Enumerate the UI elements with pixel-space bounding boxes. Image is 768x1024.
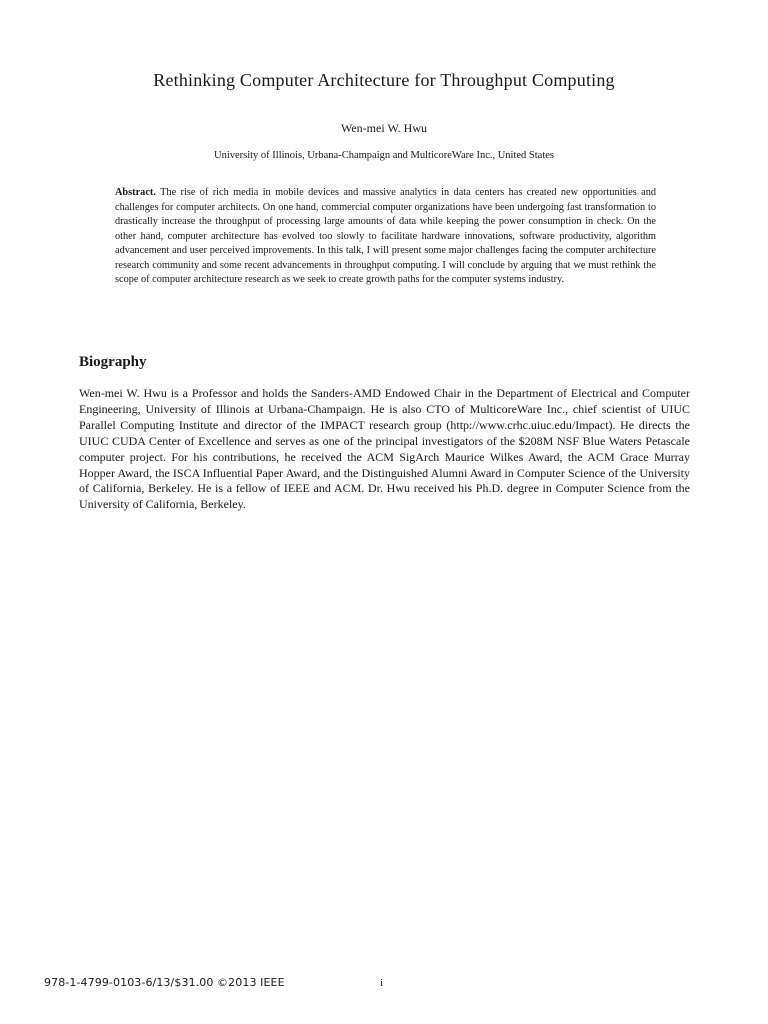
footer-copyright: 978-1-4799-0103-6/13/$31.00 ©2013 IEEE <box>44 976 285 989</box>
abstract <box>115 186 656 288</box>
author-affiliation: University of Illinois, Urbana-Champaign and MulticoreWare Inc., United States <box>213 150 555 161</box>
biography-text: Wen-mei W. Hwu is a Professor and holds the Sanders-AMD Endowed Chair in the Department of Electrical and Computer Engineering, University of Illinois at Urbana-Champaign. He is also CTO of MulticoreWare Inc., chief scientist of UIUC Parallel Computing Institute and director of the IMPACT research group (http://www.crhc.uiuc.edu/Impact). He directs the UIUC CUDA Center of Excellence and serves as one of the principal investigators of the $208M NSF Blue Waters Petascale computer project. For his contributions, he received the ACM SigArch Maurice Wilkes Award, the ACM Grace Murray Hopper Award, the ISCA Influential Paper Award, and the Distinguished Alumni Award in Computer Science of the University of California, Berkeley. He is a fellow of IEEE and ACM. Dr. Hwu received his Ph.D. degree in Computer Science from the University of California, Berkeley. <box>79 386 690 512</box>
paper-title: Rethinking Computer Architecture for Throughput Computing <box>153 70 615 90</box>
biography-heading: Biography <box>79 354 147 370</box>
page-number: i <box>380 977 384 989</box>
abstract-text: The rise of rich media in mobile devices and massive analytics in data centers has created new opportunities and challenges for computer architects. On one hand, commercial computer organizations have been undergoing fast transformation to drastically increase the throughput of processing large amounts of data while keeping the power consumption in check. On the other hand, computer architecture has evolved too slowly to facilitate hardware innovations, software productivity, algorithm advancement and user perceived improvements. In this talk, I will present some major challenges facing the computer architecture research community and some recent advancements in throughput computing. I will conclude by arguing that we must rethink the scope of computer architecture research as we seek to create growth paths for the computer systems industry. <box>115 187 657 286</box>
abstract-label: Abstract. <box>115 187 156 198</box>
author-name: Wen-mei W. Hwu <box>340 121 428 135</box>
